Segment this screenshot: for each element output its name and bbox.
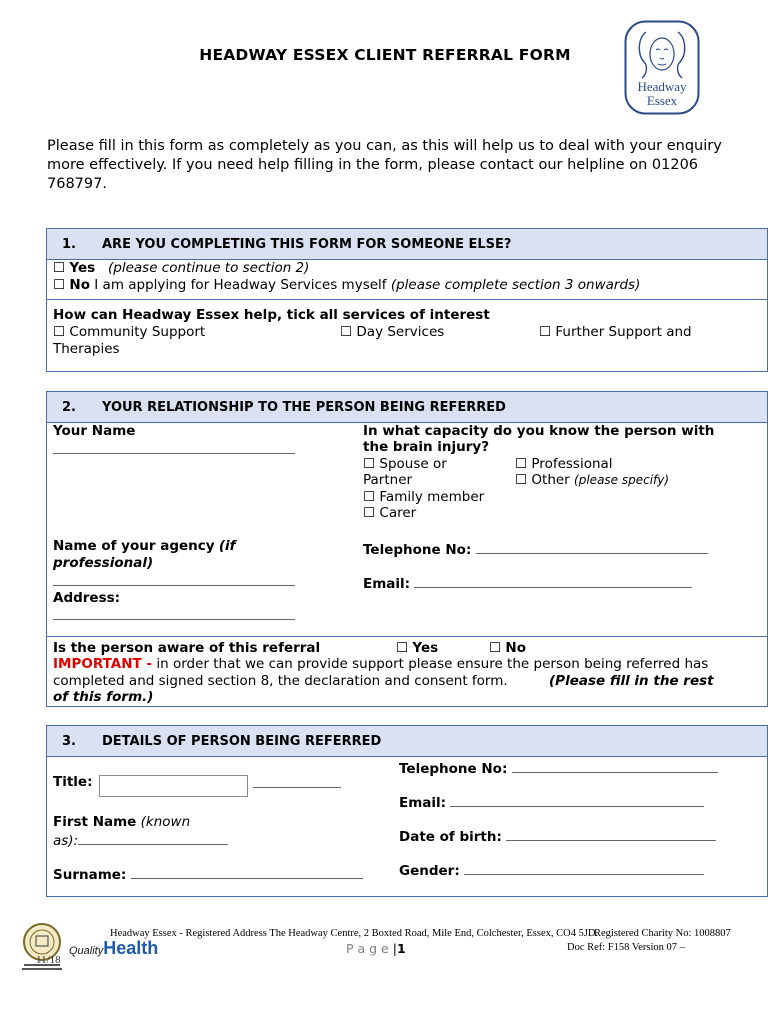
service-further-support[interactable]: ☐ Further Support and [539,324,692,340]
telephone-row: Telephone No: [363,540,708,559]
quality-health-logo: QualityHealth [69,938,159,958]
first-name-label: First Name (known [53,814,191,830]
address-label: Address: [53,590,121,606]
telephone-field[interactable] [476,540,708,554]
help-question: How can Headway Essex help, tick all services of interest [53,307,490,323]
important-line-1: IMPORTANT - in order that we can provide support please ensure the person being referred has [53,656,709,672]
section-1 [46,228,768,372]
important-note-1: (Please fill in the rest [549,673,714,689]
checkbox-icon[interactable]: ☐ [515,456,528,472]
email-row: Email: [363,574,692,593]
capacity-question-cont: the brain injury? [363,439,490,455]
title-field-line[interactable] [253,774,341,788]
checkbox-icon[interactable]: ☐ [515,472,528,488]
footer-doc-ref: Doc Ref: F158 Version 07 – [567,942,685,953]
ref-email-row: Email: [399,793,704,812]
agency-label: Name of your agency (if [53,538,236,554]
known-as-row: as): [53,831,228,850]
section-3-header [47,726,767,757]
agency-note: professional) [53,555,154,571]
capacity-question: In what capacity do you know the person with [363,423,715,439]
aware-yes[interactable]: ☐ Yes [396,640,439,656]
gender-field[interactable] [464,861,704,875]
checkbox-icon[interactable]: ☐ [53,260,66,276]
email-field[interactable] [414,574,692,588]
checkbox-icon[interactable]: ☐ [539,324,552,340]
footer-date-fragment: 11/18 [36,954,61,966]
section-heading: ARE YOU COMPLETING THIS FORM FOR SOMEONE ELSE? [102,236,512,252]
important-line-2: completed and signed section 8, the declaration and consent form. [53,673,508,689]
your-name-field[interactable] [53,440,295,454]
yes-option[interactable]: ☐ Yes (please continue to section 2) [53,260,310,276]
section-heading: DETAILS OF PERSON BEING REFERRED [102,733,382,749]
section-3 [46,725,768,897]
section-heading: YOUR RELATIONSHIP TO THE PERSON BEING REFERRED [102,399,506,415]
capacity-family[interactable]: ☐ Family member [363,489,485,505]
section-1-header [47,229,767,260]
title-input[interactable] [99,775,248,797]
svg-text:Essex: Essex [646,93,678,108]
capacity-partner: Partner [363,472,413,488]
capacity-professional[interactable]: ☐ Professional [515,456,613,472]
service-day-services[interactable]: ☐ Day Services [340,324,445,340]
checkbox-icon[interactable]: ☐ [363,456,376,472]
capacity-spouse[interactable]: ☐ Spouse or [363,456,447,472]
title-label: Title: [53,774,93,790]
checkbox-icon[interactable]: ☐ [53,324,66,340]
section-2 [46,391,768,707]
capacity-other[interactable]: ☐ Other (please specify) [515,472,670,488]
your-name-label: Your Name [53,423,136,439]
checkbox-icon[interactable]: ☐ [363,505,376,521]
headway-essex-logo [624,20,700,115]
checkbox-icon[interactable]: ☐ [340,324,353,340]
capacity-carer[interactable]: ☐ Carer [363,505,417,521]
section-number: 3. [62,733,76,749]
intro-paragraph: Please fill in this form as completely as you can, as this will help us to deal with your enquiry more effectively. If you need help filling in the form, please contact our helpline on 01206 768797. [47,138,722,192]
svg-text:Headway: Headway [637,79,687,94]
agency-field[interactable] [53,572,295,586]
ref-telephone-field[interactable] [512,759,718,773]
checkbox-icon[interactable]: ☐ [53,277,66,293]
page-number: P a g e |1 [346,941,406,956]
page-title: HEADWAY ESSEX CLIENT REFERRAL FORM [199,46,571,64]
section-2-header [47,392,767,423]
ref-telephone-row: Telephone No: [399,759,718,778]
aware-row: Is the person aware of this referral [53,640,321,656]
surname-row: Surname: [53,865,363,884]
ref-email-field[interactable] [450,793,704,807]
checkbox-icon[interactable]: ☐ [363,489,376,505]
aware-no[interactable]: ☐ No [489,640,526,656]
no-option[interactable]: ☐ No I am applying for Headway Services myself (please complete section 3 onwards) [53,277,641,293]
important-note-2: of this form.) [53,689,154,705]
gender-row: Gender: [399,861,704,880]
footer-address: Headway Essex - Registered Address The Headway Centre, 2 Boxted Road, Mile End, Colchester, Essex, CO4 5JD. [110,928,599,939]
checkbox-icon[interactable]: ☐ [489,640,502,656]
section-number: 2. [62,399,76,415]
checkbox-icon[interactable]: ☐ [396,640,409,656]
service-community-support[interactable]: ☐ Community Support [53,324,206,340]
dob-field[interactable] [506,827,716,841]
service-further-support-wrap: Therapies [53,341,120,357]
footer-charity: Registered Charity No: 1008807 [594,928,731,939]
first-name-field[interactable] [78,831,228,845]
section-number: 1. [62,236,76,252]
surname-field[interactable] [131,865,363,879]
address-field[interactable] [53,606,295,620]
dob-row: Date of birth: [399,827,716,846]
